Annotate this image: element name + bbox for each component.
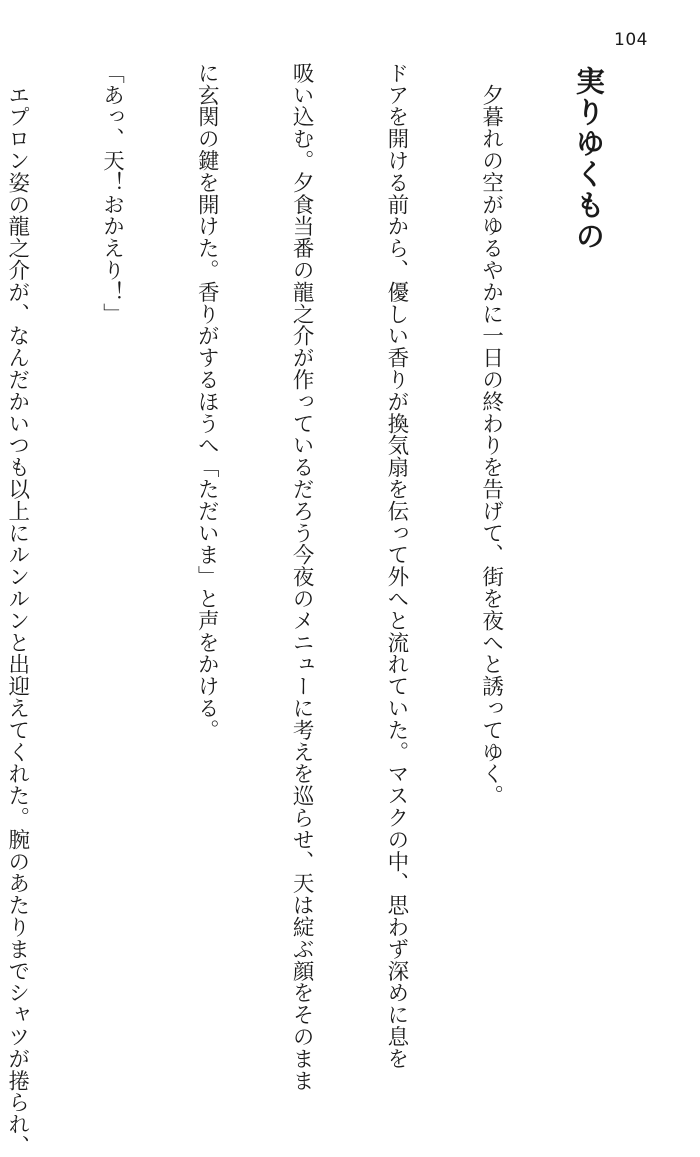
text-line: ドアを開ける前から、優しい香りが換気扇を伝って外へと流れていた。マスクの中、思わず深めに息を xyxy=(383,62,409,1070)
text-line: に玄関の鍵を開けた。香りがするほうへ「ただいま」と声をかける。 xyxy=(194,62,220,741)
text-line: 吸い込む。夕食当番の龍之介が作っているだろう今夜のメニューに考えを巡らせ、天は綻ぶ顔をそのまま xyxy=(289,62,315,1092)
body-text xyxy=(0,62,668,1157)
text-line: 「あっ、天！おかえり！」 xyxy=(99,62,125,325)
page-number: 104 xyxy=(614,30,648,50)
text-line: エプロン姿の龍之介が、なんだかいつも以上にルンルンと出迎えてくれた。腕のあたりまでシャツが捲られ、 xyxy=(4,62,30,1157)
text-line: 夕暮れの空がゆるやかに一日の終わりを告げて、街を夜へと誘ってゆく。 xyxy=(478,62,504,807)
chapter-title: 実りゆくもの xyxy=(571,66,606,252)
